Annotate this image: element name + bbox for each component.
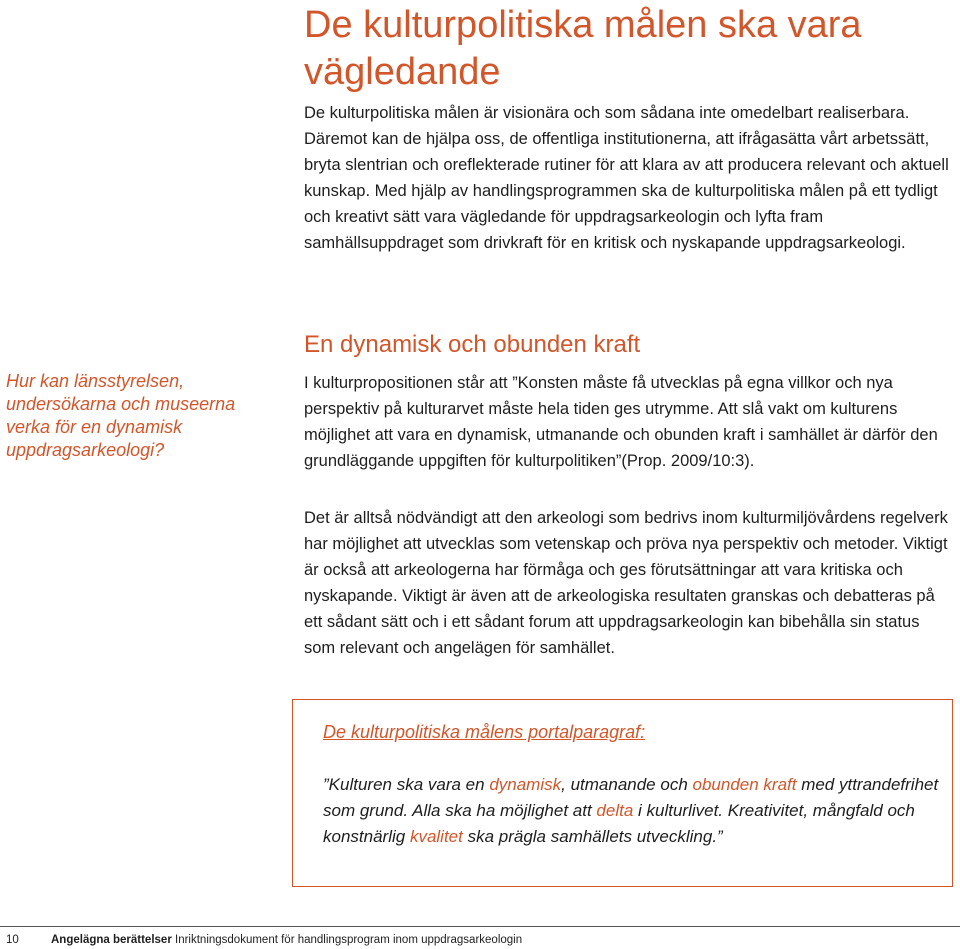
intro-paragraph: De kulturpolitiska målen är visionära och som sådana inte omedelbart realiserbara. Däremot kan de hjälpa oss, de offentliga institutionerna, att ifrågasätta vårt arbetssätt, bryta slentrian och oreflekterade rutiner för att klara av att producera relevant och aktuell kunskap. Med hjälp av handlingsprogrammen ska de kulturpolitiska målen på ett tydligt och kreativt sätt vara vägledande för uppdragsarkeologin och lyfta fram samhällsuppdraget som drivkraft för en kritisk och nyskapande uppdragsarkeologi. — [304, 104, 949, 252]
keyword-delta: delta — [596, 801, 634, 820]
quote-text-part: , utmanande och — [561, 775, 693, 794]
quote-text-part: ”Kulturen ska vara en — [323, 775, 490, 794]
footer-publication: Angelägna berättelser — [51, 934, 172, 946]
footer-divider — [0, 926, 960, 927]
quote-box-title: De kulturpolitiska målens portalparagraf: — [323, 722, 646, 742]
page-number: 10 — [6, 934, 19, 946]
section-heading: En dynamisk och obunden kraft — [304, 331, 641, 358]
section-paragraph-2: Det är alltså nödvändigt att den arkeologi som bedrivs inom kulturmiljövårdens regelverk har möjlighet att utvecklas som vetenskap och pröva nya perspektiv och metoder. Viktigt är också att arkeologerna har förmåga och ges förutsättningar att vara kritiska och nyskapande. Viktigt är även att de arkeologiska resultaten granskas och debatteras på ett sådant sätt och i ett sådant forum att uppdragsarkeologin kan bibehålla sin status som relevant och angelägen för samhället. — [304, 509, 948, 657]
footer-subtitle: Inriktningsdokument för handlingsprogram inom uppdragsarkeologin — [175, 934, 523, 946]
quote-text — [323, 772, 943, 850]
keyword-dynamisk: dynamisk — [489, 775, 562, 794]
quote-text-part: med yttrandefrihet som grund. Alla ska ha möjlighet att — [323, 775, 939, 820]
page-footer — [6, 933, 522, 947]
section-paragraph-1: I kulturpropositionen står att ”Konsten måste få utvecklas på egna villkor och nya perspektiv på kulturarvet måste hela tiden ges utrymme. Att slå vakt om kulturens möjlighet att vara en dynamisk, utmanande och obunden kraft i samhället är därför den grundläggande uppgiften för kulturpolitiken”(Prop. 2009/10:3). — [304, 374, 938, 470]
quote-text-part: ska prägla samhällets utveckling.” — [462, 827, 723, 846]
keyword-obunden-kraft: obunden kraft — [692, 775, 797, 794]
quote-box — [292, 699, 953, 887]
page-title: De kulturpolitiska målen ska vara vägledande — [304, 4, 862, 93]
quote-text-part: i kulturlivet. Kreativitet, mångfald och konstnärlig — [323, 801, 915, 846]
sidebar-question: Hur kan länsstyrelsen, undersökarna och museerna verka för en dynamisk uppdragsarkeologi? — [6, 371, 236, 460]
keyword-kvalitet: kvalitet — [409, 827, 463, 846]
